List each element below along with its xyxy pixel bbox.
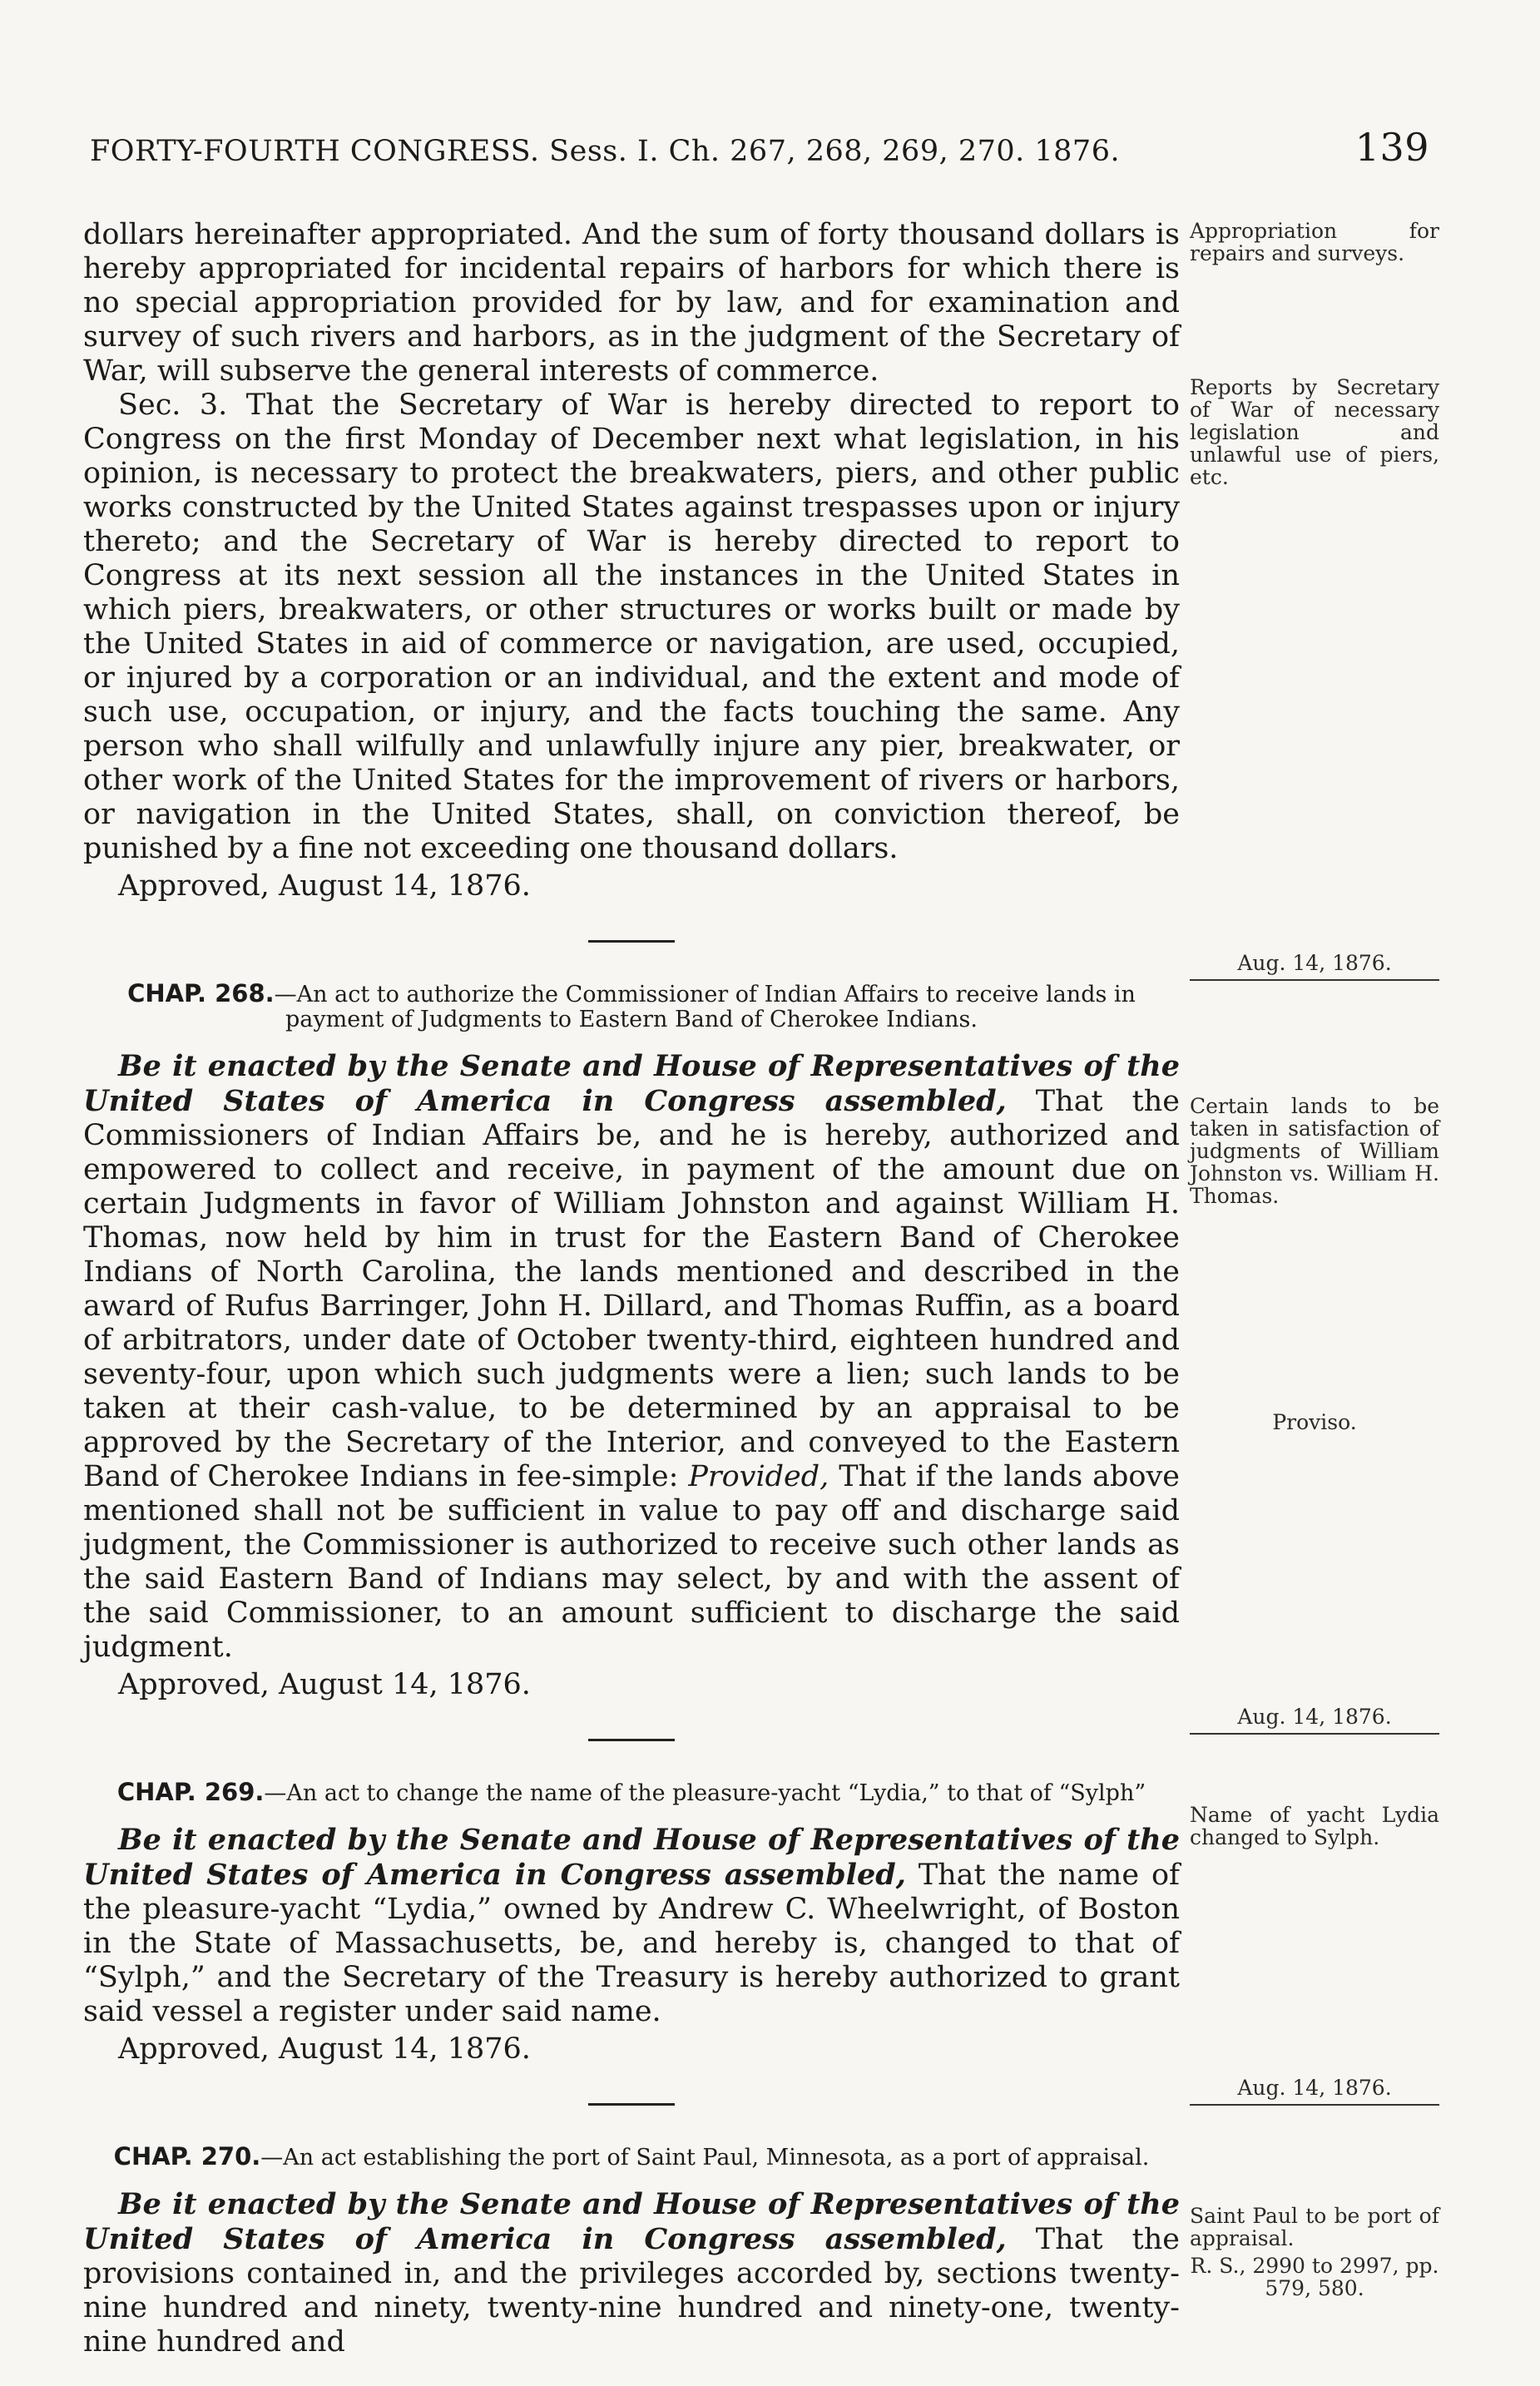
ch268-provided: Provided, (688, 1460, 829, 1493)
margin-note-rs-reference: R. S., 2990 to 2997, pp. 579, 580. (1190, 2254, 1439, 2300)
ch269-approved: Approved, August 14, 1876. (118, 2032, 531, 2066)
ch270-title-text: —An act establishing the port of Saint Paul, Minnesota, as a port of appraisal. (260, 2145, 1150, 2171)
ch267-approved: Approved, August 14, 1876. (118, 869, 531, 903)
section-divider (588, 1739, 675, 1741)
page-header (90, 125, 1429, 175)
ch270-label: CHAP. 270. (113, 2142, 261, 2171)
main-text-column (83, 218, 1180, 2359)
section-divider (588, 2103, 675, 2106)
ch268-label: CHAP. 268. (127, 979, 275, 1007)
margin-note-proviso: Proviso. (1272, 1410, 1357, 1434)
ch270-body-text: That the provisions contained in, and the privileges accorded by, sections twenty-nine hundred and ninety, twenty-nine hundred and ninety-one, twenty-nine hundred and (83, 2223, 1180, 2359)
margin-date-ch269: Aug. 14, 1876. (1190, 1705, 1439, 1735)
ch268-title (83, 981, 1180, 1032)
margin-date-ch270: Aug. 14, 1876. (1190, 2077, 1439, 2106)
ch268-approved: Approved, August 14, 1876. (118, 1668, 531, 1701)
ch269-enacting-clause: Be it enacted by the Senate and House of Representatives of the United States of America in Congress assembled, (83, 1823, 1180, 1892)
section-divider (588, 940, 675, 943)
margin-note-yacht: Name of yacht Lydia changed to Sylph. (1190, 1803, 1439, 1849)
margin-note-appropriation: Appropriation for repairs and surveys. (1190, 219, 1439, 265)
margin-note-saint-paul: Saint Paul to be port of appraisal. (1190, 2204, 1439, 2250)
ch268-enacting-clause: Be it enacted by the Senate and House of Representatives of the United States of America in Congress assembled, (83, 1049, 1180, 1118)
ch269-body-text: That the name of the pleasure-yacht “Lydia,” owned by Andrew C. Wheelwright, of Boston in the State of Massachusetts, be, and hereby is, changed to that of “Sylph,” and the Secretary of the Treasury is hereby authorized to grant said vessel a register under said name. (83, 1859, 1180, 2028)
ch269-title (83, 1780, 1180, 1806)
ch270-body (83, 2187, 1180, 2359)
ch268-title-text: —An act to authorize the Commissioner of Indian Affairs to receive lands in payment of Judgments to Eastern Band of Cherokee Indians. (274, 982, 1136, 1032)
ch270-enacting-clause: Be it enacted by the Senate and House of Representatives of the United States of America in Congress assembled, (83, 2187, 1180, 2256)
ch269-title-text: —An act to change the name of the pleasure-yacht “Lydia,” to that of “Sylph” (264, 1780, 1146, 1806)
ch267-paragraph-appropriation: dollars hereinafter appropriated. And the sum of forty thousand dollars is hereby appropriated for incidental repairs of harbors for which there is no special appropriation provided for by law, and for examination and survey of such rivers and harbors, as in the judgment of the Secretary of War, will subserve the general interests of commerce. (83, 218, 1180, 388)
ch268-body-text-2: That if the lands above mentioned shall not be sufficient in value to pay off and discharge said judgment, the Commissioner is authorized to receive such other lands as the said Eastern Band of Indians may select, by and with the assent of the said Commissioner, to an amount sufficient to discharge the said judgment. (83, 1460, 1180, 1664)
running-head: FORTY-FOURTH CONGRESS. Sess. I. Ch. 267, 268, 269, 270. 1876. (90, 135, 1121, 168)
page-number: 139 (1354, 125, 1429, 170)
ch269-body (83, 1823, 1180, 2029)
margin-note-reports: Reports by Secretary of War of necessary legislation and unlawful use of piers, etc. (1190, 375, 1439, 489)
ch269-label: CHAP. 269. (116, 1778, 265, 1806)
ch270-title (83, 2144, 1180, 2171)
margin-note-certain-lands: Certain lands to be taken in satisfaction of judgments of William Johnston vs. William H. Thomas. (1190, 1094, 1439, 1208)
ch268-body (83, 1049, 1180, 1665)
ch268-body-text-1: That the Commissioners of Indian Affairs be, and he is hereby, authorized and empowered to collect and receive, in payment of the amount due on certain Judgments in favor of William Johnston and against William H. Thomas, now held by him in trust for the Eastern Band of Cherokee Indians of North Carolina, the lands mentioned and described in the award of Rufus Barringer, John H. Dillard, and Thomas Ruffin, as a board of arbitrators, under date of October twenty-third, eighteen hundred and seventy-four, upon which such judgments were a lien; such lands to be taken at their cash-value, to be determined by an appraisal to be approved by the Secretary of the Interior, and conveyed to the Eastern Band of Cherokee Indians in fee-simple: (83, 1085, 1180, 1493)
margin-date-ch268: Aug. 14, 1876. (1190, 952, 1439, 981)
ch267-section-3: Sec. 3. That the Secretary of War is hereby directed to report to Congress on the first Monday of December next what legislation, in his opinion, is necessary to protect the breakwaters, piers, and other public works constructed by the United States against trespasses upon or injury thereto; and the Secretary of War is hereby directed to report to Congress at its next session all the instances in the United States in which piers, breakwaters, or other structures or works built or made by the United States in aid of commerce or navigation, are used, occupied, or injured by a corporation or an individual, and the extent and mode of such use, occupation, or injury, and the facts touching the same. Any person who shall wilfully and unlawfully injure any pier, breakwater, or other work of the United States for the improvement of rivers or harbors, or navigation in the United States, shall, on conviction thereof, be punished by a fine not exceeding one thousand dollars. (83, 389, 1180, 865)
